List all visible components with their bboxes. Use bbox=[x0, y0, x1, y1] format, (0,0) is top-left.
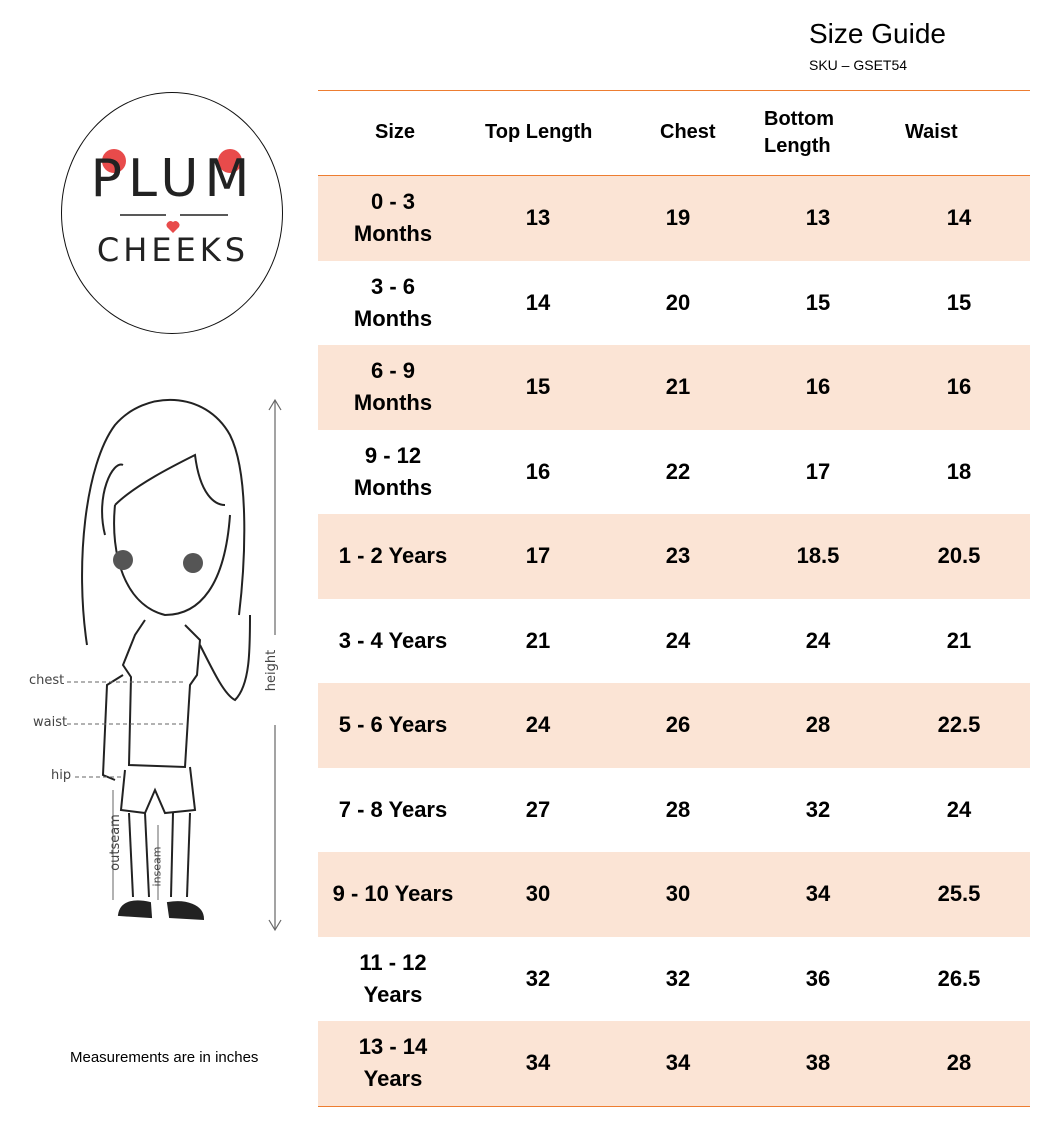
units-note: Measurements are in inches bbox=[70, 1049, 259, 1066]
logo-text-cheeks: CHEEKS bbox=[96, 231, 250, 269]
table-row bbox=[318, 514, 1030, 599]
bottom-length-cell: 32 bbox=[805, 796, 831, 822]
size-label bbox=[339, 540, 447, 572]
size-table bbox=[318, 90, 1030, 1107]
top-length-cell: 34 bbox=[525, 1050, 551, 1076]
chest-cell: 28 bbox=[665, 796, 691, 822]
size-cell bbox=[318, 345, 468, 430]
size-cell bbox=[318, 683, 468, 768]
top-length-cell: 30 bbox=[525, 881, 551, 907]
bottom-length-cell: 36 bbox=[805, 965, 831, 991]
chest-cell: 22 bbox=[665, 458, 691, 484]
top-length-cell: 21 bbox=[525, 627, 551, 653]
table-row bbox=[318, 1021, 1030, 1106]
size-cell bbox=[318, 430, 468, 515]
top-length-cell: 17 bbox=[525, 543, 551, 569]
logo-text-plum: PLUM bbox=[90, 149, 256, 209]
col-waist: Waist bbox=[905, 121, 958, 143]
chest-cell: 19 bbox=[665, 205, 691, 231]
table-row bbox=[318, 937, 1030, 1022]
size-cell bbox=[318, 1021, 468, 1106]
waist-cell: 16 bbox=[946, 374, 972, 400]
table-row bbox=[318, 768, 1030, 853]
chest-cell: 21 bbox=[665, 374, 691, 400]
col-bottom-length-2: Length bbox=[764, 135, 831, 157]
chest-cell: 32 bbox=[665, 965, 691, 991]
size-label-line1: 9 - 10 Years bbox=[332, 881, 454, 907]
table-row bbox=[318, 683, 1030, 768]
inseam-label: inseam bbox=[150, 846, 164, 887]
chest-cell: 23 bbox=[665, 543, 691, 569]
size-label bbox=[339, 709, 447, 741]
size-label-line1: 0 - 3 bbox=[370, 189, 415, 215]
col-size: Size bbox=[375, 121, 416, 143]
size-label bbox=[354, 440, 432, 504]
waist-cell: 25.5 bbox=[937, 881, 981, 907]
size-label-line2: Years bbox=[363, 981, 423, 1007]
page-title: Size Guide bbox=[809, 18, 946, 49]
bottom-length-cell: 34 bbox=[805, 881, 831, 907]
measurement-figure bbox=[25, 385, 295, 945]
size-label-line2: Years bbox=[363, 1066, 423, 1092]
col-top-length: Top Length bbox=[485, 121, 593, 143]
size-label bbox=[354, 355, 432, 419]
table-bottom-rule bbox=[318, 1106, 1030, 1107]
hip-label: hip bbox=[51, 768, 72, 783]
size-label bbox=[359, 947, 426, 1011]
bottom-length-cell: 13 bbox=[805, 205, 831, 231]
size-cell bbox=[318, 937, 468, 1022]
size-label-line1: 6 - 9 bbox=[370, 358, 415, 384]
size-label-line2: Months bbox=[353, 221, 433, 247]
size-label bbox=[333, 878, 454, 910]
bottom-length-cell: 38 bbox=[805, 1050, 831, 1076]
size-label-line1: 7 - 8 Years bbox=[338, 796, 448, 822]
size-label bbox=[354, 186, 432, 250]
size-label bbox=[359, 1031, 428, 1095]
size-label-line2: Months bbox=[353, 305, 433, 331]
bottom-length-cell: 28 bbox=[805, 712, 831, 738]
top-length-cell: 15 bbox=[525, 374, 551, 400]
size-label-line1: 5 - 6 Years bbox=[338, 712, 448, 738]
waist-cell: 20.5 bbox=[937, 543, 981, 569]
size-cell bbox=[318, 261, 468, 346]
outseam-label: outseam bbox=[107, 814, 123, 871]
bottom-length-cell: 16 bbox=[805, 374, 831, 400]
chest-cell: 24 bbox=[665, 627, 691, 653]
sku-label: SKU – GSET54 bbox=[809, 57, 908, 73]
size-label bbox=[339, 625, 447, 657]
size-label-line1: 1 - 2 Years bbox=[338, 543, 448, 569]
table-row bbox=[318, 852, 1030, 937]
table-row bbox=[318, 176, 1030, 261]
size-label-line1: 13 - 14 bbox=[358, 1034, 428, 1060]
waist-cell: 22.5 bbox=[937, 712, 981, 738]
col-chest: Chest bbox=[660, 121, 716, 143]
waist-cell: 28 bbox=[946, 1050, 972, 1076]
chest-label: chest bbox=[29, 673, 65, 688]
table-body bbox=[318, 176, 1030, 1106]
size-label-line2: Months bbox=[353, 390, 433, 416]
waist-cell: 14 bbox=[946, 205, 972, 231]
bottom-length-cell: 15 bbox=[805, 289, 831, 315]
top-length-cell: 27 bbox=[525, 796, 551, 822]
bottom-length-cell: 17 bbox=[805, 458, 831, 484]
logo-graphics bbox=[62, 93, 284, 335]
size-label-line1: 11 - 12 bbox=[359, 949, 427, 975]
col-bottom-length-1: Bottom bbox=[764, 108, 834, 130]
top-length-cell: 32 bbox=[525, 965, 551, 991]
top-length-cell: 24 bbox=[525, 712, 551, 738]
size-cell bbox=[318, 599, 468, 684]
bottom-length-cell: 18.5 bbox=[796, 543, 840, 569]
top-length-cell: 13 bbox=[525, 205, 551, 231]
chest-cell: 34 bbox=[665, 1050, 691, 1076]
size-cell bbox=[318, 768, 468, 853]
table-row bbox=[318, 430, 1030, 515]
table-row bbox=[318, 261, 1030, 346]
plum-cheeks-logo bbox=[61, 92, 283, 334]
waist-cell: 21 bbox=[946, 627, 972, 653]
height-label: height bbox=[264, 649, 280, 692]
waist-cell: 24 bbox=[946, 796, 972, 822]
top-length-cell: 14 bbox=[525, 289, 551, 315]
chest-cell: 20 bbox=[665, 289, 691, 315]
size-cell bbox=[318, 176, 468, 261]
table-header bbox=[318, 91, 1030, 176]
size-label-line1: 3 - 6 bbox=[370, 273, 415, 299]
waist-cell: 18 bbox=[946, 458, 972, 484]
size-label-line2: Months bbox=[353, 474, 433, 500]
chest-cell: 26 bbox=[665, 712, 691, 738]
bottom-length-cell: 24 bbox=[805, 627, 831, 653]
size-cell bbox=[318, 514, 468, 599]
table-row bbox=[318, 599, 1030, 684]
size-label-line1: 3 - 4 Years bbox=[338, 627, 448, 653]
waist-label: waist bbox=[33, 715, 68, 730]
chest-cell: 30 bbox=[665, 881, 691, 907]
size-label bbox=[354, 271, 432, 335]
size-label bbox=[339, 794, 447, 826]
size-label-line1: 9 - 12 bbox=[364, 442, 422, 468]
waist-cell: 15 bbox=[946, 289, 972, 315]
size-cell bbox=[318, 852, 468, 937]
top-length-cell: 16 bbox=[525, 458, 551, 484]
waist-cell: 26.5 bbox=[937, 965, 981, 991]
table-row bbox=[318, 345, 1030, 430]
